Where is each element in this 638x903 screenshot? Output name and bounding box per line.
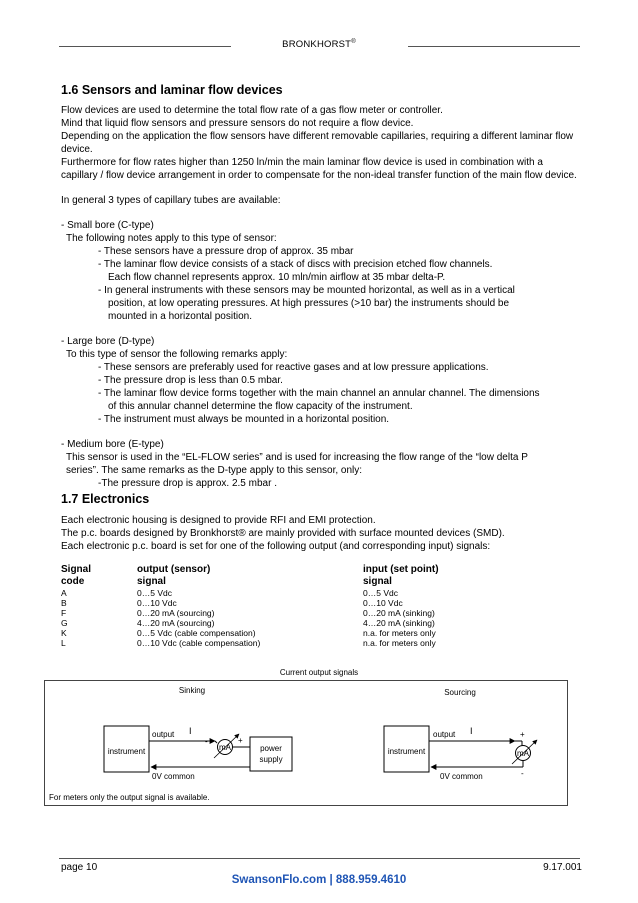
sourcing-meter-label: mA [517, 749, 529, 758]
table-cell: n.a. for meters only [363, 638, 436, 648]
footer-rule [59, 858, 580, 859]
types-intro: In general 3 types of capillary tubes are available: [61, 195, 281, 206]
table-cell: 0…10 Vdc (cable compensation) [137, 638, 261, 648]
table-header-cell: Signal [61, 564, 92, 575]
small-bore-title: - Small bore (C-type) [61, 220, 154, 231]
small-bore-lead: The following notes apply to this type of sensor: [66, 233, 277, 244]
page-number: page 10 [61, 862, 98, 873]
large-bore-bullet: - The laminar flow device forms together with the main channel an annular channel. The dimensions [98, 388, 540, 399]
table-cell: 0…20 mA (sourcing) [137, 608, 215, 618]
large-bore-bullet: - The pressure drop is less than 0.5 mbar. [98, 375, 283, 386]
large-bore-bullet: - The instrument must always be mounted in a horizontal position. [98, 414, 390, 425]
sourcing-instrument-label: instrument [387, 747, 426, 756]
section-1-6-heading: 1.6 Sensors and laminar flow devices [61, 83, 283, 97]
sinking-current-label: I [189, 726, 192, 736]
large-bore-lead: To this type of sensor the following remarks apply: [66, 349, 288, 360]
sinking-wire [215, 741, 217, 743]
sinking-meter-label: mA [219, 743, 231, 752]
table-cell: G [61, 618, 68, 628]
table-cell: K [61, 628, 67, 638]
header-title: BRONKHORST® [282, 39, 356, 51]
table-cell: 0…10 Vdc [137, 598, 177, 608]
small-bore-bullet: - In general instruments with these sensors may be mounted horizontal, as well as in a vertical [98, 285, 515, 296]
medium-bore-line: series”. The same remarks as the D-type apply to this sensor, only: [66, 465, 363, 476]
figure-title: Current output signals [279, 668, 359, 677]
sourcing-plus: + [520, 730, 525, 739]
table-cell: L [61, 638, 66, 648]
electronics-line: Each electronic p.c. board is set for one of the following output (and corresponding input) signals: [61, 541, 491, 552]
large-bore-bullet-cont: of this annular channel determine the flow capacity of the instrument. [108, 401, 413, 412]
table-header-cell: signal [363, 576, 392, 587]
table-header-cell: output (sensor) [137, 564, 211, 575]
intro-line: Flow devices are used to determine the total flow rate of a gas flow meter or controller. [61, 105, 443, 116]
table-cell: A [61, 588, 67, 598]
intro-line: Furthermore for flow rates higher than 1250 ln/min the main laminar flow device is used in combination with a capillary / flow device arrangement in order to compensate for the non-ideal transfer function of the main flow device. [61, 157, 577, 181]
table-row [61, 588, 513, 598]
intro-line: Depending on the application the flow sensors have different removable capillaries, requiring a different laminar flow device. [61, 131, 574, 155]
power-label: power [260, 744, 282, 753]
table-cell: 0…10 Vdc [363, 598, 403, 608]
table-header-row [61, 564, 513, 576]
table-row [61, 638, 513, 648]
sourcing-current-label: I [470, 726, 473, 736]
table-cell: 0…20 mA (sinking) [363, 608, 435, 618]
table-row [61, 618, 513, 628]
table-cell: 4…20 mA (sinking) [363, 618, 435, 628]
sinking-label: Sinking [178, 686, 206, 695]
table-cell: 0…5 Vdc [137, 588, 172, 598]
supply-label: supply [259, 755, 283, 764]
section-1-7-body [61, 514, 581, 553]
contact-link[interactable]: SwansonFlo.com | 888.959.4610 [231, 874, 407, 886]
sinking-plus: + [238, 736, 243, 745]
current-output-figure [44, 680, 568, 806]
table-header-row [61, 576, 513, 588]
large-bore-title: - Large bore (D-type) [61, 336, 155, 347]
table-cell: B [61, 598, 67, 608]
small-bore-bullet: - These sensors have a pressure drop of approx. 35 mbar [98, 246, 354, 257]
header-rule-right [408, 46, 580, 47]
intro-line: Mind that liquid flow sensors and pressure sensors do not require a flow device. [61, 118, 414, 129]
medium-bore-title: - Medium bore (E-type) [61, 439, 164, 450]
table-row [61, 598, 513, 608]
table-header-cell: signal [137, 576, 166, 587]
sinking-output-label: output [152, 730, 175, 739]
large-bore-bullet: - These sensors are preferably used for reactive gases and at low pressure applications. [98, 362, 489, 373]
table-header-cell: input (set point) [363, 564, 439, 575]
table-cell: n.a. for meters only [363, 628, 436, 638]
electronics-line: Each electronic housing is designed to provide RFI and EMI protection. [61, 515, 376, 526]
sourcing-label: Sourcing [444, 688, 476, 697]
sinking-common-label: 0V common [152, 772, 195, 781]
table-row [61, 608, 513, 618]
sourcing-common-label: 0V common [440, 772, 483, 781]
circuit-diagram [45, 681, 567, 805]
small-bore-bullet-cont: position, at low operating pressures. At high pressures (>10 bar) the instruments should be [108, 298, 510, 309]
section-1-6-body [61, 104, 581, 490]
table-row [61, 628, 513, 638]
sourcing-output-label: output [433, 730, 456, 739]
table-header-cell: code [61, 576, 85, 587]
power-supply-box [250, 737, 292, 771]
small-bore-bullet-cont: Each flow channel represents approx. 10 mln/min airflow at 35 mbar delta-P. [108, 272, 446, 283]
table-cell: F [61, 608, 67, 618]
table-cell: 0…5 Vdc (cable compensation) [137, 628, 256, 638]
medium-bore-line: This sensor is used in the “EL-FLOW series” and is used for increasing the flow range of the “low delta P [66, 452, 528, 463]
electronics-line: The p.c. boards designed by Bronkhorst® are mainly provided with surface mounted devices (SMD). [61, 528, 505, 539]
table-cell: 4…20 mA (sourcing) [137, 618, 215, 628]
small-bore-bullet: - The laminar flow device consists of a stack of discs with precision etched flow channels. [98, 259, 493, 270]
signal-table [61, 564, 513, 648]
small-bore-bullet-cont: mounted in a horizontal position. [108, 311, 252, 322]
sinking-instrument-label: instrument [107, 747, 146, 756]
sourcing-minus: - [521, 769, 524, 778]
figure-note: For meters only the output signal is available. [49, 793, 210, 802]
document-date: 9.17.001 [543, 862, 582, 873]
medium-bore-line: -The pressure drop is approx. 2.5 mbar . [98, 478, 277, 489]
section-1-7-heading: 1.7 Electronics [61, 492, 150, 506]
table-cell: 0…5 Vdc [363, 588, 398, 598]
sinking-minus: - [205, 737, 208, 746]
